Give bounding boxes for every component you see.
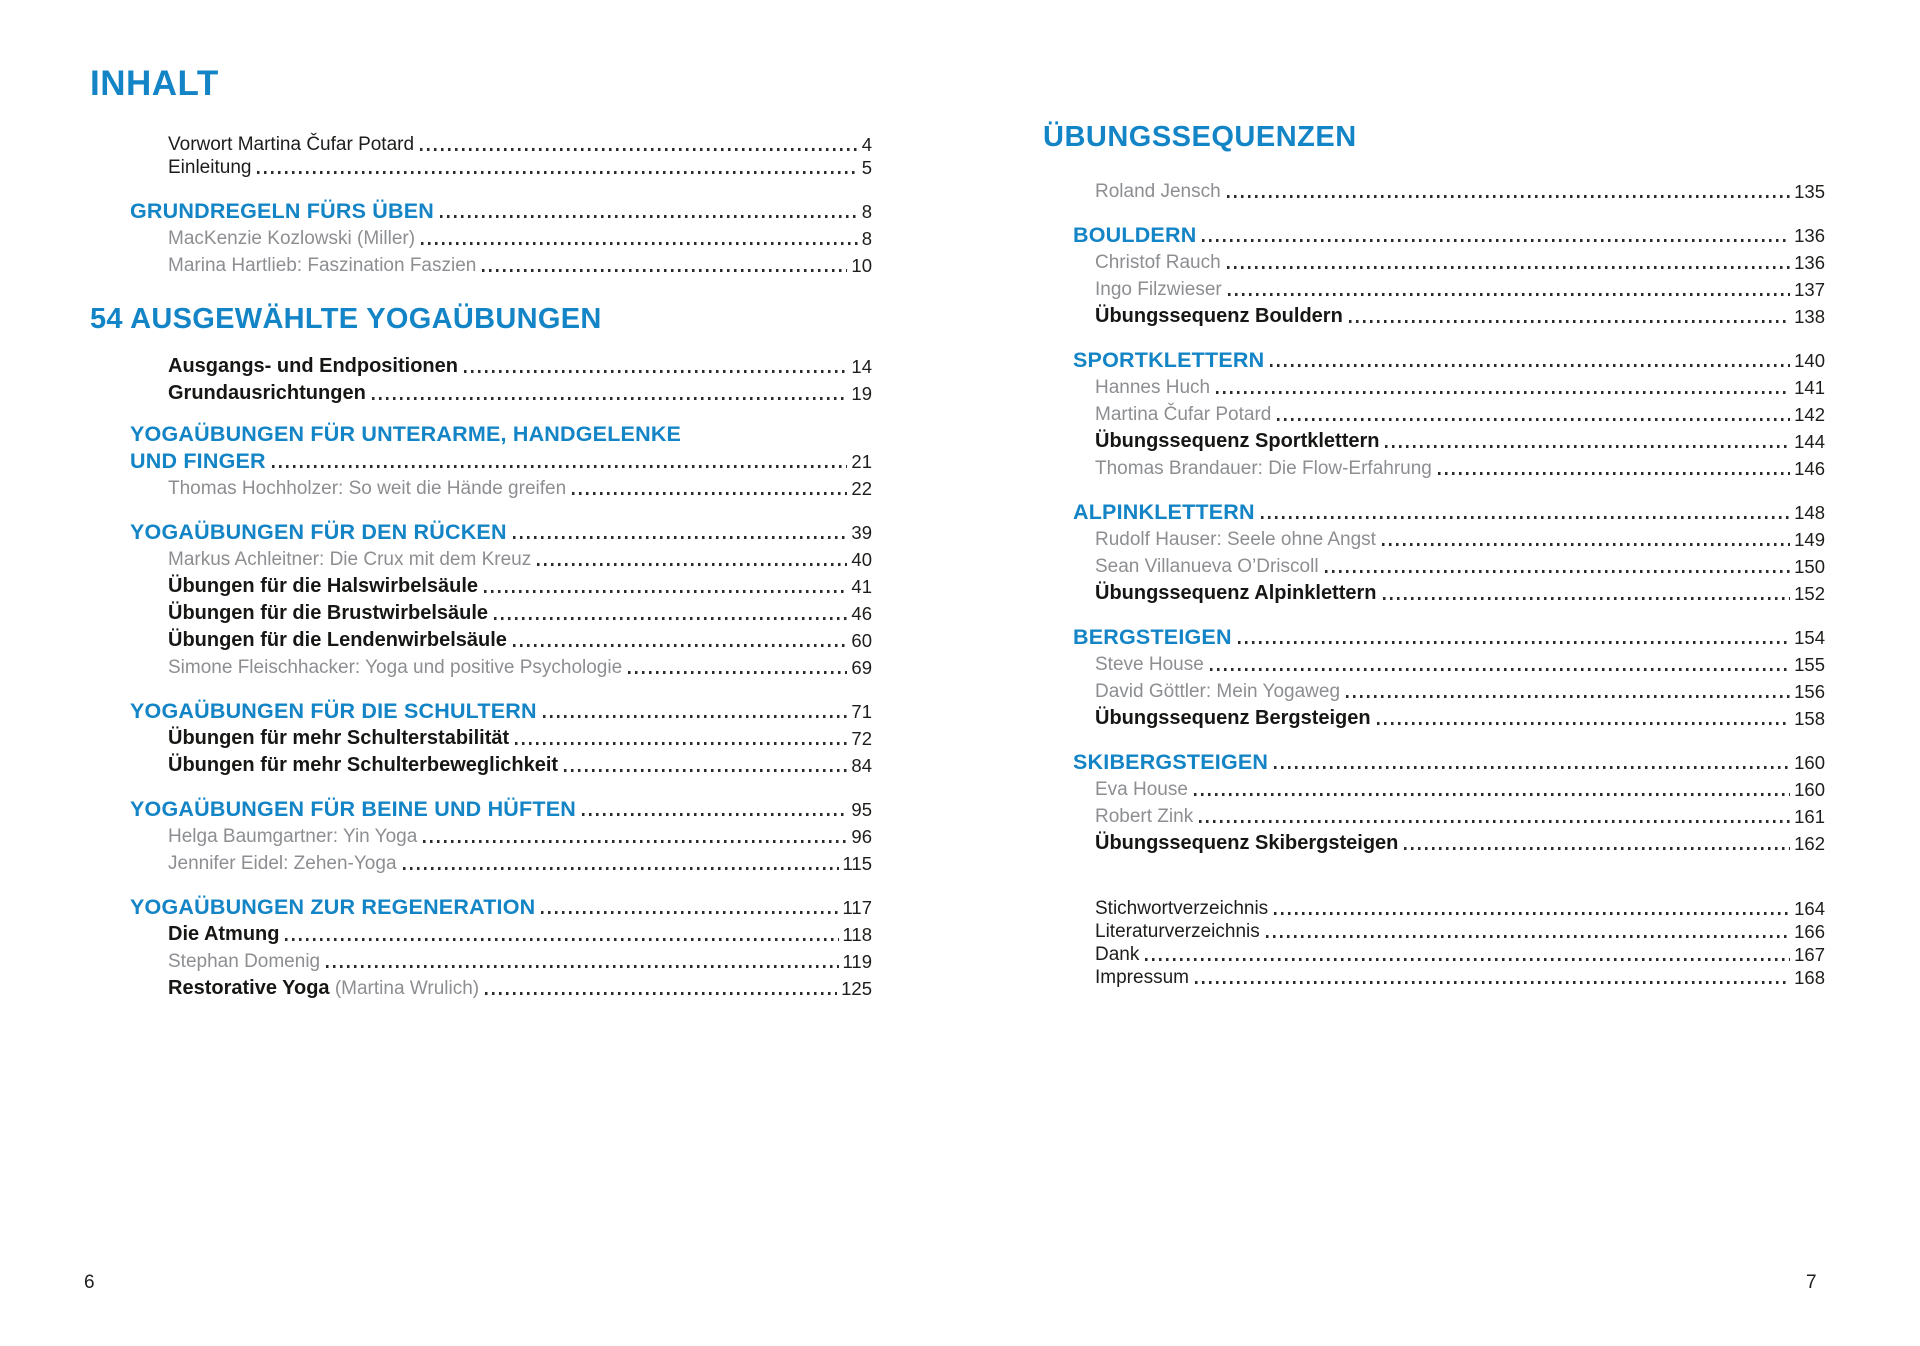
toc-entry — [1043, 176, 1825, 203]
dotted-leader — [582, 813, 847, 816]
toc-entry-title: MacKenzie Kozlowski (Miller) — [168, 227, 416, 249]
toc-entry-page: 117 — [842, 896, 872, 918]
toc-entry-title: Übungssequenz Alpinklettern — [1095, 582, 1377, 605]
toc-entry-title: Steve House — [1095, 654, 1204, 676]
dotted-leader — [1349, 320, 1790, 323]
dotted-leader — [272, 465, 848, 468]
toc-left-page — [90, 66, 872, 1000]
dotted-leader — [564, 769, 847, 772]
toc-entry-page: 164 — [1794, 898, 1825, 920]
dotted-leader — [515, 742, 847, 745]
toc-entry-title: Die Atmung — [168, 922, 280, 945]
dotted-leader — [482, 269, 847, 272]
toc-entry-title: Ingo Filzwieser — [1095, 279, 1222, 301]
toc-entry-title: Stephan Domenig — [168, 950, 321, 972]
toc-entry — [90, 446, 872, 473]
toc-entry — [90, 544, 872, 571]
toc-entry — [1043, 649, 1825, 676]
toc-entry — [90, 946, 872, 973]
toc-entry-title: ALPINKLETTERN — [1073, 500, 1255, 525]
toc-entry-page: 167 — [1794, 944, 1825, 966]
toc-entry-page: 148 — [1794, 502, 1825, 524]
toc-entry-page: 160 — [1794, 752, 1825, 774]
toc-entry-title: YOGAÜBUNGEN FÜR DIE SCHULTERN — [130, 698, 537, 723]
dotted-leader — [1346, 695, 1790, 698]
toc-entry-page: 8 — [861, 227, 872, 249]
toc-entry-page: 8 — [861, 200, 872, 222]
dotted-leader — [628, 671, 847, 674]
toc-entry-title: Übungen für die Halswirbelsäule — [168, 574, 479, 597]
toc-entry-page: 84 — [851, 754, 872, 776]
toc-entry-title: Jennifer Eidel: Zehen-Yoga — [168, 852, 397, 874]
toc-entry — [90, 723, 872, 750]
toc-entry — [1043, 897, 1825, 920]
toc-entry-page: 142 — [1794, 404, 1825, 426]
toc-entry-page: 72 — [851, 727, 872, 749]
toc-entry — [90, 223, 872, 250]
toc-entry-page: 136 — [1794, 252, 1825, 274]
toc-entry — [1043, 345, 1825, 372]
dotted-leader — [1238, 641, 1790, 644]
toc-right-page — [1043, 122, 1825, 989]
toc-entry-title: Restorative Yoga (Martina Wrulich) — [168, 976, 480, 999]
toc-entry — [90, 196, 872, 223]
toc-entry — [90, 598, 872, 625]
toc-entry-page: 22 — [851, 477, 872, 499]
toc-entry-title: Sean Villanueva O’Driscoll — [1095, 556, 1319, 578]
toc-entry-subtitle: (Martina Wrulich) — [329, 977, 480, 999]
toc-entry-page: 137 — [1794, 279, 1825, 301]
toc-entry-page: 160 — [1794, 779, 1825, 801]
toc-entry-page: 140 — [1794, 350, 1825, 372]
toc-entry-title: YOGAÜBUNGEN ZUR REGENERATION — [130, 894, 536, 919]
toc-entry — [90, 919, 872, 946]
toc-entry-title: YOGAÜBUNGEN FÜR BEINE UND HÜFTEN — [130, 796, 576, 821]
toc-entry-page: 46 — [851, 602, 872, 624]
toc-entry-page: 155 — [1794, 654, 1825, 676]
dotted-leader — [1194, 793, 1790, 796]
toc-entry — [1043, 426, 1825, 453]
toc-entry — [1043, 372, 1825, 399]
toc-entry-title: Marina Hartlieb: Faszination Faszien — [168, 254, 477, 276]
toc-entry — [90, 848, 872, 875]
toc-entry-title: Markus Achleitner: Die Crux mit dem Kreuz — [168, 548, 532, 570]
toc-entry — [1043, 247, 1825, 274]
toc-entry — [90, 696, 872, 723]
toc-entry — [90, 422, 872, 446]
toc-entry-title: Übungen für mehr Schulterstabilität — [168, 726, 510, 749]
toc-entry-page: 162 — [1794, 833, 1825, 855]
dotted-leader — [494, 617, 847, 620]
toc-entry — [1043, 828, 1825, 855]
toc-entry-page: 4 — [861, 133, 872, 155]
toc-entry-page: 152 — [1794, 583, 1825, 605]
toc-entry — [90, 750, 872, 777]
toc-entry-page: 39 — [851, 521, 872, 543]
toc-entry-page: 161 — [1794, 806, 1825, 828]
toc-entry-page: 71 — [851, 700, 872, 722]
toc-entry-page: 41 — [851, 575, 872, 597]
toc-entry — [90, 351, 872, 378]
dotted-leader — [1228, 293, 1790, 296]
dotted-leader — [1227, 195, 1790, 198]
toc-entry — [90, 133, 872, 156]
toc-entry-page: 158 — [1794, 708, 1825, 730]
dotted-leader — [1377, 722, 1791, 725]
toc-entry-page: 19 — [851, 382, 872, 404]
toc-entry — [1043, 399, 1825, 426]
toc-entry — [1043, 774, 1825, 801]
dotted-leader — [1382, 543, 1790, 546]
dotted-leader — [423, 840, 847, 843]
toc-entry-title: BERGSTEIGEN — [1073, 625, 1232, 650]
dotted-leader — [572, 492, 847, 495]
dotted-leader — [1227, 266, 1790, 269]
toc-entry-title: GRUNDREGELN FÜRS ÜBEN — [130, 198, 435, 223]
toc-entry — [90, 625, 872, 652]
dotted-leader — [1277, 418, 1790, 421]
toc-entry-title: UND FINGER — [130, 448, 266, 473]
toc-entry-title: Ausgangs- und Endpositionen — [168, 354, 458, 377]
toc-entry — [90, 794, 872, 821]
toc-entry-title: Stichwortverzeichnis — [1095, 898, 1269, 920]
toc-entry — [1043, 943, 1825, 966]
dotted-leader — [464, 370, 847, 373]
dotted-leader — [541, 911, 838, 914]
dotted-leader — [420, 148, 858, 151]
toc-entry-title: Übungen für die Lendenwirbelsäule — [168, 628, 507, 651]
toc-entry-page: 144 — [1794, 431, 1825, 453]
dotted-leader — [543, 715, 848, 718]
dotted-leader — [1274, 912, 1790, 915]
toc-entry — [1043, 703, 1825, 730]
toc-entry-page: 136 — [1794, 225, 1825, 247]
toc-entry-title: Christof Rauch — [1095, 252, 1221, 274]
toc-entry — [1043, 301, 1825, 328]
page-title: INHALT — [90, 64, 219, 103]
toc-entry-title: Robert Zink — [1095, 806, 1194, 828]
toc-entry — [90, 571, 872, 598]
toc-entry — [1043, 801, 1825, 828]
toc-entry — [1043, 453, 1825, 480]
dotted-leader — [1385, 445, 1790, 448]
dotted-leader — [440, 215, 858, 218]
dotted-leader — [1210, 668, 1790, 671]
toc-entry-title: Übungssequenz Skibergsteigen — [1095, 832, 1399, 855]
toc-entry-title: Literaturverzeichnis — [1095, 921, 1260, 943]
toc-entry-title: Übungssequenz Bouldern — [1095, 305, 1343, 328]
dotted-leader — [513, 536, 848, 539]
dotted-leader — [1266, 935, 1790, 938]
toc-entry-page: 60 — [851, 629, 872, 651]
toc-entry-title: Einleitung — [168, 156, 252, 178]
toc-entry-page: 150 — [1794, 556, 1825, 578]
dotted-leader — [285, 938, 838, 941]
toc-entry — [90, 821, 872, 848]
toc-entry-title: Übungssequenz Bergsteigen — [1095, 707, 1371, 730]
toc-entry-title: David Göttler: Mein Yogaweg — [1095, 681, 1341, 703]
toc-entry-page: 10 — [851, 254, 872, 276]
toc-entry-page: 146 — [1794, 458, 1825, 480]
toc-entry-title: SPORTKLETTERN — [1073, 348, 1265, 373]
toc-entry-title: Übungen für mehr Schulterbeweglichkeit — [168, 753, 559, 776]
dotted-leader — [403, 867, 839, 870]
toc-entry-page: 115 — [842, 852, 872, 874]
toc-entry-page: 21 — [851, 450, 872, 472]
toc-entry — [1043, 747, 1825, 774]
toc-entry-page: 5 — [861, 156, 872, 178]
toc-entry-page: 40 — [851, 548, 872, 570]
toc-entry-list — [1043, 176, 1825, 989]
dotted-leader — [513, 644, 847, 647]
toc-entry — [1043, 622, 1825, 649]
toc-entry-page: 119 — [842, 950, 872, 972]
toc-entry-title: Simone Fleischhacker: Yoga und positive Psychologie — [168, 656, 623, 678]
toc-entry-page: 96 — [851, 825, 872, 847]
dotted-leader — [372, 397, 848, 400]
toc-entry-title: Impressum — [1095, 967, 1189, 989]
page-number-right: 7 — [1806, 1272, 1817, 1293]
toc-entry — [90, 892, 872, 919]
dotted-leader — [484, 590, 847, 593]
toc-entry-page: 166 — [1794, 921, 1825, 943]
dotted-leader — [1195, 981, 1790, 984]
dotted-leader — [485, 992, 837, 995]
spacer — [1043, 855, 1825, 897]
toc-entry-title: Übungen für die Brustwirbelsäule — [168, 601, 489, 624]
dotted-leader — [1274, 766, 1790, 769]
toc-entry — [90, 378, 872, 405]
toc-entry — [90, 652, 872, 679]
toc-entry-title: Helga Baumgartner: Yin Yoga — [168, 825, 418, 847]
toc-entry-page: 149 — [1794, 529, 1825, 551]
toc-entry-list — [90, 133, 872, 1000]
toc-entry-title: Dank — [1095, 944, 1140, 966]
toc-entry — [90, 250, 872, 277]
toc-entry-page: 95 — [851, 798, 872, 820]
toc-entry-title: Rudolf Hauser: Seele ohne Angst — [1095, 529, 1376, 551]
section-title: ÜBUNGSSEQUENZEN — [1043, 121, 1357, 153]
dotted-leader — [1325, 570, 1791, 573]
toc-entry — [1043, 524, 1825, 551]
toc-entry-page: 135 — [1794, 181, 1825, 203]
page-number-left: 6 — [84, 1272, 95, 1293]
toc-entry-page: 125 — [841, 977, 872, 999]
section-heading: 54 AUSGEWÄHLTE YOGAÜBUNGEN — [90, 302, 602, 335]
toc-entry-page: 156 — [1794, 681, 1825, 703]
toc-entry-title: Thomas Hochholzer: So weit die Hände greifen — [168, 477, 567, 499]
toc-entry — [1043, 920, 1825, 943]
dotted-leader — [1404, 847, 1790, 850]
toc-entry-title: Eva House — [1095, 779, 1188, 801]
toc-entry — [90, 517, 872, 544]
toc-entry — [1043, 676, 1825, 703]
toc-entry — [1043, 578, 1825, 605]
toc-entry-title: Vorwort Martina Čufar Potard — [168, 133, 415, 155]
dotted-leader — [326, 965, 838, 968]
dotted-leader — [1383, 597, 1791, 600]
toc-entry — [1043, 497, 1825, 524]
toc-entry-page: 118 — [842, 923, 872, 945]
toc-entry — [90, 973, 872, 1000]
toc-entry-title: YOGAÜBUNGEN FÜR UNTERARME, HANDGELENKE — [130, 421, 682, 446]
toc-entry — [90, 156, 872, 179]
toc-entry-title: SKIBERGSTEIGEN — [1073, 750, 1269, 775]
toc-entry-page: 141 — [1794, 377, 1825, 399]
dotted-leader — [1145, 958, 1790, 961]
dotted-leader — [1199, 820, 1790, 823]
dotted-leader — [421, 242, 858, 245]
toc-entry — [1043, 551, 1825, 578]
toc-entry — [1043, 220, 1825, 247]
toc-entry-page: 14 — [851, 355, 872, 377]
toc-entry — [90, 473, 872, 500]
dotted-leader — [1216, 391, 1790, 394]
toc-entry-page: 168 — [1794, 967, 1825, 989]
dotted-leader — [1202, 239, 1790, 242]
toc-entry-title: Thomas Brandauer: Die Flow-Erfahrung — [1095, 458, 1432, 480]
toc-entry-title: Roland Jensch — [1095, 181, 1221, 203]
toc-entry — [1043, 966, 1825, 989]
toc-entry — [1043, 274, 1825, 301]
dotted-leader — [1261, 516, 1790, 519]
toc-entry-title: Martina Čufar Potard — [1095, 404, 1272, 426]
toc-entry-page: 154 — [1794, 627, 1825, 649]
toc-entry-page: 138 — [1794, 306, 1825, 328]
toc-entry-title: Grundausrichtungen — [168, 381, 366, 404]
toc-entry-page: 69 — [851, 656, 872, 678]
toc-entry-title: Übungssequenz Sportklettern — [1095, 430, 1380, 453]
dotted-leader — [257, 171, 857, 174]
dotted-leader — [1438, 472, 1790, 475]
toc-entry-title: BOULDERN — [1073, 223, 1197, 248]
dotted-leader — [1270, 364, 1790, 367]
toc-entry-title: YOGAÜBUNGEN FÜR DEN RÜCKEN — [130, 519, 507, 544]
dotted-leader — [537, 563, 847, 566]
toc-entry-title: Hannes Huch — [1095, 377, 1211, 399]
